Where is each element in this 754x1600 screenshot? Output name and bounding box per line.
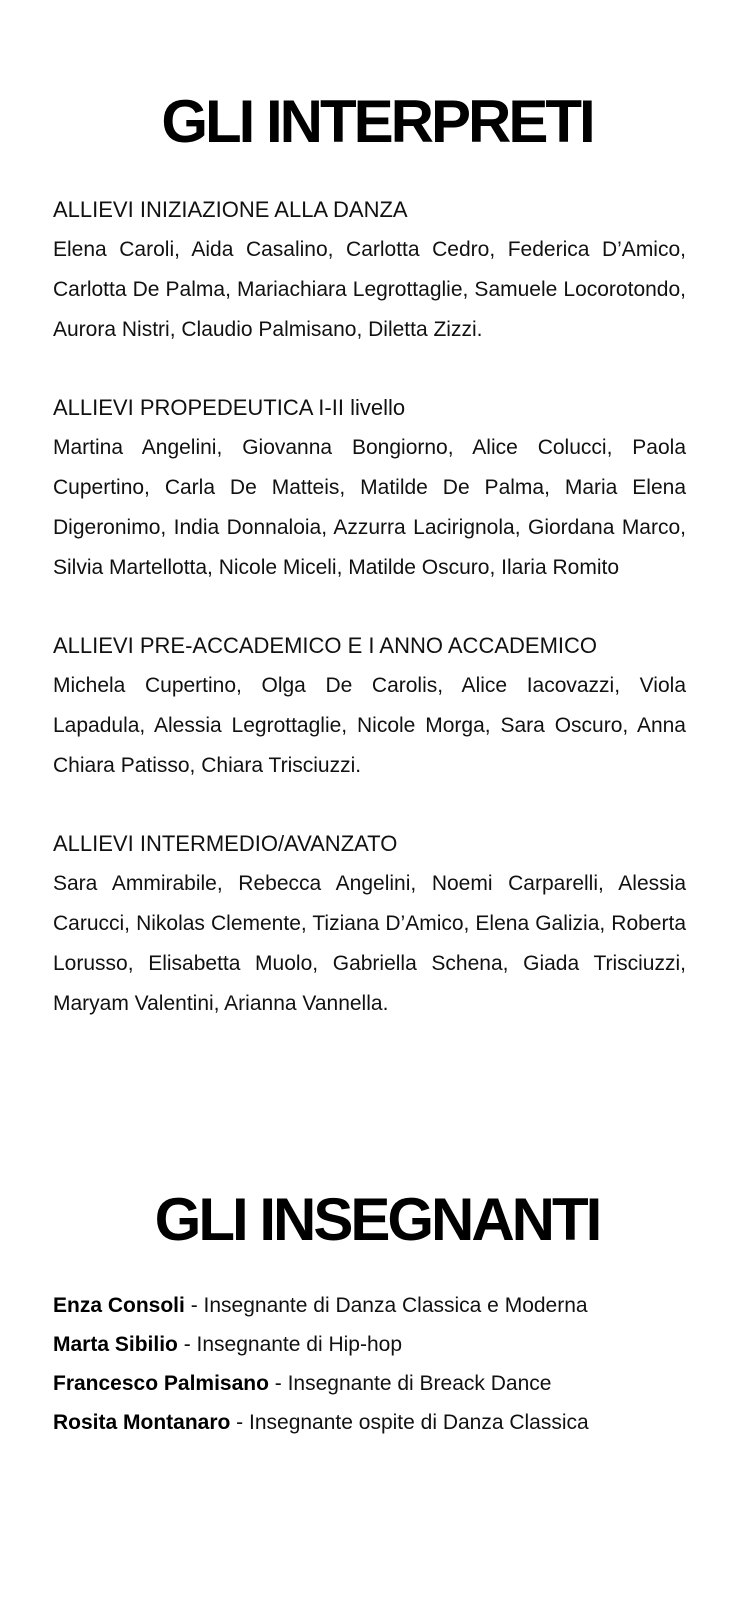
- group-names: Sara Ammirabile, Rebecca Angelini, Noemi Carparelli, Alessia Carucci, Nikolas Clemente, Tiziana D’Amico, Elena Galizia, Roberta Lorusso, Elisabetta Muolo, Gabriella Schena, Giada Trisciuzzi, Maryam Valentini, Arianna Vannella.: [53, 872, 686, 1015]
- teacher-item: [53, 1403, 713, 1442]
- teacher-role: - Insegnante ospite di Danza Classica: [230, 1411, 589, 1434]
- group-names: Elena Caroli, Aida Casalino, Carlotta Cedro, Federica D’Amico, Carlotta De Palma, Mariachiara Legrottaglie, Samuele Locorotondo, Aurora Nistri, Claudio Palmisano, Diletta Zizzi.: [53, 238, 686, 341]
- group-names: Michela Cupertino, Olga De Carolis, Alice Iacovazzi, Viola Lapadula, Alessia Legrottaglie, Nicole Morga, Sara Oscuro, Anna Chiara Patisso, Chiara Trisciuzzi.: [53, 674, 686, 777]
- teachers-list: [53, 1286, 713, 1442]
- interpreti-groups: [53, 190, 686, 1062]
- group-intermedio-avanzato: [53, 824, 686, 1024]
- group-heading: ALLIEVI INTERMEDIO/AVANZATO: [53, 831, 398, 856]
- group-pre-accademico: [53, 626, 686, 786]
- teacher-item: [53, 1325, 713, 1364]
- group-names: Martina Angelini, Giovanna Bongiorno, Alice Colucci, Paola Cupertino, Carla De Matteis, Matilde De Palma, Maria Elena Digeronimo, India Donnaloia, Azzurra Lacirignola, Giordana Marco, Silvia Martellotta, Nicole Miceli, Matilde Oscuro, Ilaria Romito: [53, 436, 686, 579]
- insegnanti-title: GLI INSEGNANTI: [154, 1186, 600, 1253]
- group-heading: ALLIEVI INIZIAZIONE ALLA DANZA: [53, 197, 408, 222]
- teacher-name: Rosita Montanaro: [53, 1411, 231, 1434]
- group-heading: ALLIEVI PROPEDEUTICA I-II livello: [53, 395, 406, 420]
- teacher-role: - Insegnante di Hip-hop: [177, 1333, 402, 1356]
- teacher-role: - Insegnante di Breack Dance: [268, 1372, 552, 1395]
- teacher-name: Enza Consoli: [53, 1294, 185, 1317]
- teacher-item: [53, 1286, 713, 1325]
- group-heading: ALLIEVI PRE-ACCADEMICO E I ANNO ACCADEMICO: [53, 633, 598, 658]
- teacher-item: [53, 1364, 713, 1403]
- group-iniziazione: [53, 190, 686, 350]
- teacher-name: Marta Sibilio: [53, 1333, 178, 1356]
- teacher-role: - Insegnante di Danza Classica e Moderna: [184, 1294, 588, 1317]
- interpreti-title: GLI INTERPRETI: [161, 88, 593, 155]
- group-propedeutica: [53, 388, 686, 588]
- teacher-name: Francesco Palmisano: [53, 1372, 269, 1395]
